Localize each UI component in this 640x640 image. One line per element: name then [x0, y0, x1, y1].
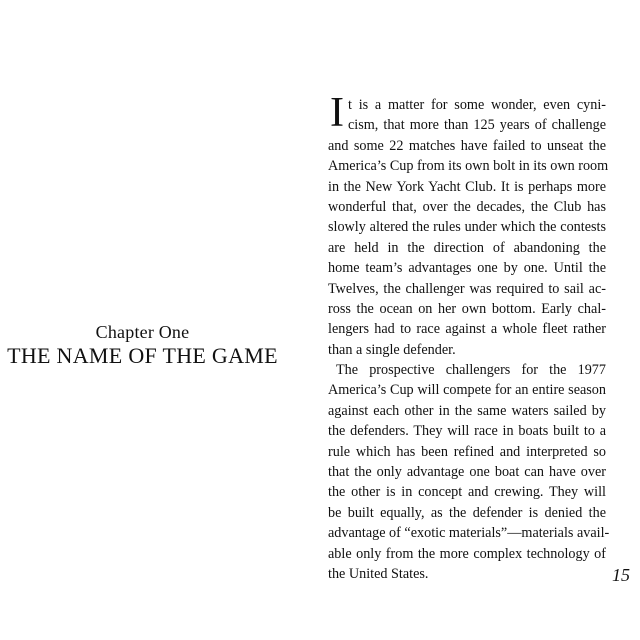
text-line: in the New York Yacht Club. It is perhaps more	[328, 178, 606, 195]
chapter-title: THE NAME OF THE GAME	[7, 343, 278, 368]
text-line: and some 22 matches have failed to unseat the	[328, 137, 606, 154]
text-line: rule which has been refined and interpreted so	[328, 443, 606, 460]
page-number: 15	[612, 565, 630, 585]
drop-cap: I	[330, 90, 344, 136]
text-line: t is a matter for some wonder, even cyni-	[348, 97, 606, 113]
chapter-heading	[0, 322, 285, 368]
text-line: the defenders. They will race in boats built to a	[328, 423, 606, 440]
text-line: advantage of “exotic materials”—materials avail-	[328, 525, 610, 542]
text-line: lengers had to race against a whole fleet rather	[328, 321, 606, 338]
text-line: ross the ocean on her own bottom. Early chal-	[328, 300, 606, 317]
text-line: wonderful that, over the decades, the Club has	[328, 198, 606, 215]
body-text	[328, 95, 610, 584]
text-line: that the only advantage one boat can have over	[328, 464, 606, 481]
text-line: than a single defender.	[328, 341, 456, 358]
text-line: able only from the more complex technology of	[328, 545, 606, 562]
text-line: home team’s advantages one by one. Until the	[328, 260, 606, 277]
text-line: The prospective challengers for the 1977	[336, 362, 606, 379]
text-line: be built equally, as the defender is denied the	[328, 504, 606, 521]
text-line: against each other in the same waters sailed by	[328, 402, 606, 419]
text-line: the United States.	[328, 565, 429, 582]
text-line: slowly altered the rules under which the contests	[328, 219, 606, 236]
text-line: America’s Cup will compete for an entire season	[328, 382, 606, 399]
chapter-number: Chapter One	[95, 322, 190, 342]
text-line: Twelves, the challenger was required to sail ac-	[328, 280, 606, 297]
text-line: America’s Cup from its own bolt in its own room	[328, 158, 609, 175]
text-line: cism, that more than 125 years of challenge	[348, 117, 606, 134]
text-line: are held in the direction of abandoning the	[328, 239, 606, 256]
text-line: the other is in concept and crewing. They will	[328, 484, 606, 501]
